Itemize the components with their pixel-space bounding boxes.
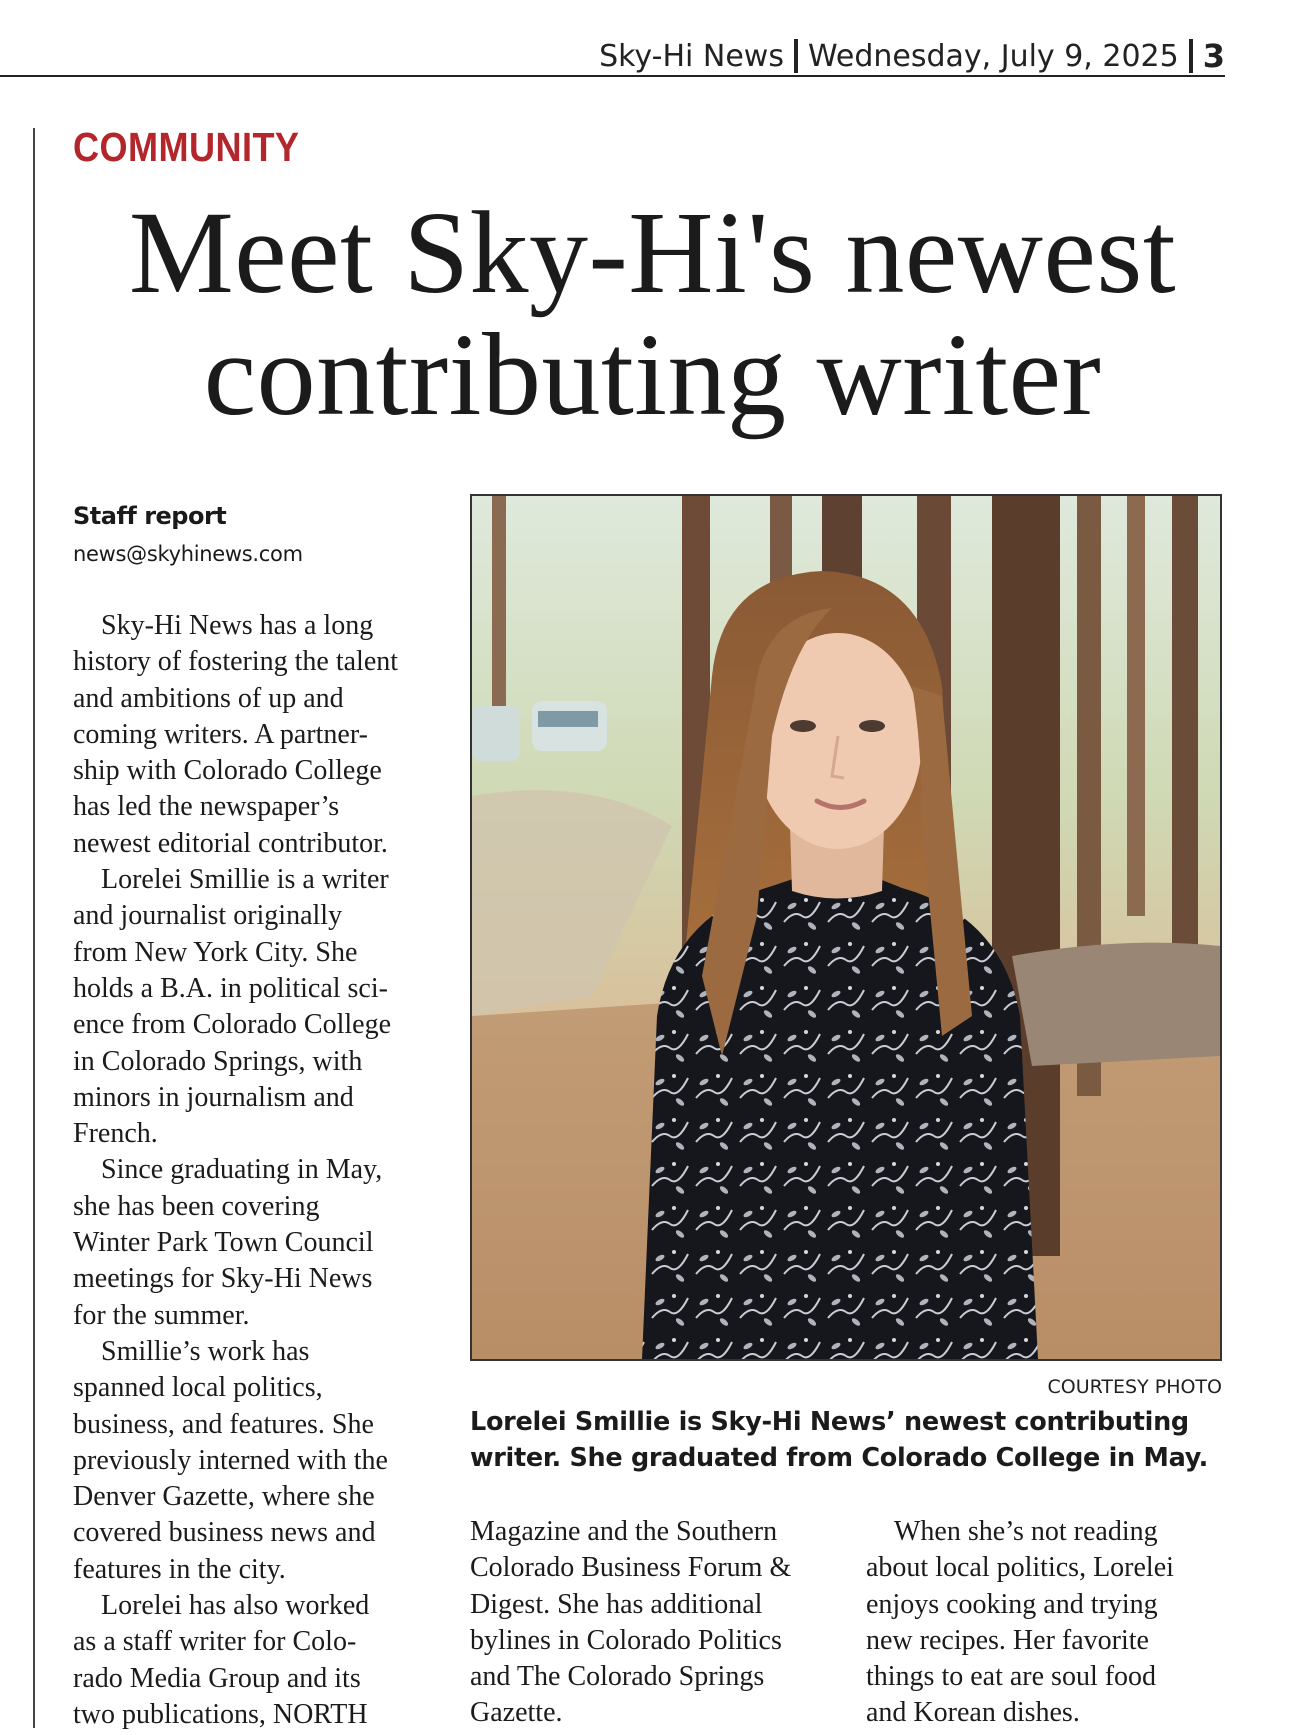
section-label: COMMUNITY	[73, 124, 300, 170]
body-line: about local politics, Lorelei	[866, 1552, 1174, 1584]
body-line: enjoys cooking and trying	[866, 1588, 1158, 1620]
body-line: previously interned with the	[73, 1444, 388, 1476]
portrait-photo	[470, 494, 1222, 1361]
body-line: history of fostering the talent	[73, 646, 399, 678]
body-line: coming writers. A partner-	[73, 718, 368, 750]
body-line: new recipes. Her favorite	[866, 1624, 1149, 1656]
headline-line: Meet Sky-Hi's newest	[128, 187, 1177, 318]
headline	[40, 187, 1265, 440]
body-line: business, and features. She	[73, 1408, 374, 1440]
body-line: When she’s not reading	[894, 1516, 1158, 1547]
body-line: French.	[73, 1118, 158, 1150]
body-line: holds a B.A. in political sci-	[73, 972, 388, 1004]
body-line: meetings for Sky-Hi News	[73, 1263, 373, 1295]
body-line: things to eat are soul food	[866, 1661, 1157, 1693]
body-line: Colorado Business Forum &	[470, 1552, 792, 1584]
body-line: Magazine and the Southern	[470, 1516, 778, 1547]
byline-email: news@skyhinews.com	[73, 542, 303, 566]
header-divider	[1189, 39, 1193, 73]
body-column-1	[73, 608, 398, 1733]
body-line: and Korean dishes.	[866, 1697, 1080, 1729]
issue-date: Wednesday, July 9, 2025	[807, 38, 1179, 74]
header-divider	[794, 39, 798, 73]
publication-name: Sky-Hi News	[599, 38, 784, 74]
column-rule	[33, 128, 35, 1728]
byline	[73, 502, 303, 566]
header-rule	[0, 75, 1225, 77]
body-line: and ambitions of up and	[73, 682, 344, 714]
body-line: Winter Park Town Council	[73, 1227, 374, 1259]
body-line: minors in journalism and	[73, 1081, 354, 1113]
page-header	[599, 36, 1225, 76]
page-number: 3	[1202, 37, 1225, 75]
body-line: features in the city.	[73, 1553, 286, 1585]
body-line: ship with Colorado College	[73, 755, 382, 787]
body-line: in Colorado Springs, with	[73, 1045, 363, 1077]
body-line: Denver Gazette, where she	[73, 1481, 375, 1513]
body-line: from New York City. She	[73, 936, 358, 968]
body-line: bylines in Colorado Politics	[470, 1624, 782, 1656]
body-line: Lorelei has also worked	[101, 1590, 370, 1622]
body-line: spanned local politics,	[73, 1372, 323, 1404]
body-line: newest editorial contributor.	[73, 827, 388, 859]
body-line: Smillie’s work has	[101, 1335, 310, 1367]
body-line: Digest. She has additional	[470, 1588, 763, 1620]
headline-line: contributing writer	[203, 309, 1102, 440]
body-line: and The Colorado Springs	[470, 1661, 765, 1693]
body-line: covered business news and	[73, 1517, 376, 1549]
body-line: Gazette.	[470, 1697, 563, 1729]
byline-author: Staff report	[73, 502, 227, 530]
body-line: has led the newspaper’s	[73, 791, 340, 823]
photo-caption	[470, 1404, 1230, 1476]
body-column-3	[866, 1514, 1174, 1732]
body-line: as a staff writer for Colo-	[73, 1626, 357, 1658]
caption-line: writer. She graduated from Colorado College in May.	[470, 1443, 1209, 1473]
body-line: Sky-Hi News has a long	[101, 610, 374, 641]
body-line: for the summer.	[73, 1299, 250, 1331]
body-line: Lorelei Smillie is a writer	[101, 864, 389, 896]
caption-line: Lorelei Smillie is Sky-Hi News’ newest contributing	[470, 1407, 1189, 1437]
body-line: ence from Colorado College	[73, 1009, 392, 1041]
photo-credit: COURTESY PHOTO	[1047, 1376, 1222, 1398]
body-column-2	[470, 1514, 791, 1732]
body-line: Since graduating in May,	[101, 1154, 383, 1186]
body-line: rado Media Group and its	[73, 1662, 361, 1694]
body-line: she has been covering	[73, 1190, 320, 1222]
body-line: two publications, NORTH	[73, 1698, 368, 1730]
body-line: and journalist originally	[73, 900, 343, 932]
